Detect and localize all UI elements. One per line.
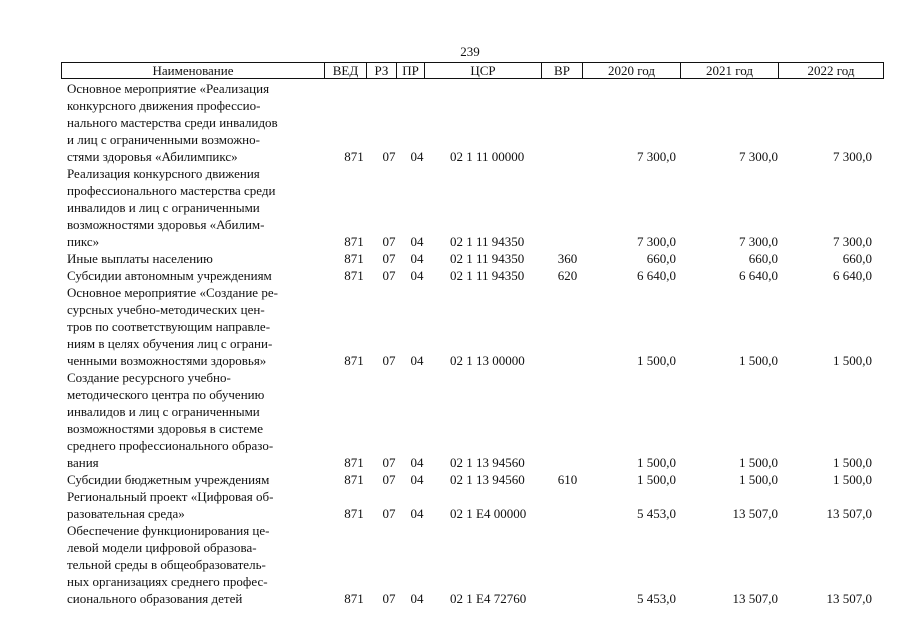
row-ved: 871	[344, 353, 364, 368]
row-value-2021: 6 640,0	[739, 268, 778, 283]
table-header	[61, 62, 884, 79]
row-value-2020: 1 500,0	[637, 353, 676, 368]
row-ved: 871	[344, 234, 364, 249]
table-row	[67, 471, 892, 488]
row-value-2021: 1 500,0	[739, 472, 778, 487]
row-value-2020: 5 453,0	[637, 506, 676, 521]
row-value-2022: 7 300,0	[833, 149, 872, 164]
row-name-line: Иные выплаты населению	[67, 251, 213, 266]
row-name-line: возможностями здоровья в системе	[67, 421, 264, 436]
row-vr: 610	[557, 472, 578, 487]
table-row	[67, 488, 892, 522]
row-ved: 871	[344, 591, 364, 606]
row-name-line: Основное мероприятие «Создание ре-	[67, 285, 278, 300]
table-row	[67, 250, 892, 267]
row-value-2022: 1 500,0	[833, 353, 872, 368]
row-csr: 02 1 13 94560	[450, 455, 525, 470]
row-name-line: стями здоровья «Абилимпикс»	[67, 149, 238, 164]
row-value-2021: 7 300,0	[739, 234, 778, 249]
row-name-line: Реализация конкурсного движения	[67, 166, 260, 181]
row-name-line: тельной среды в общеобразователь-	[67, 557, 266, 572]
row-name	[67, 488, 324, 522]
column-header-2022: 2022 год	[807, 63, 855, 78]
row-value-2020: 1 500,0	[637, 455, 676, 470]
row-pr: 04	[410, 149, 424, 164]
row-rz: 07	[382, 506, 396, 521]
row-name	[67, 522, 324, 607]
row-value-2022: 7 300,0	[833, 234, 872, 249]
column-header-pr: ПР	[397, 63, 425, 78]
row-name	[67, 250, 324, 267]
row-name-line: тров по соответствующим направле-	[67, 319, 271, 334]
row-name-line: среднего профессионального образо-	[67, 438, 274, 453]
table-body	[67, 80, 892, 607]
row-name-line: конкурсного движения профессио-	[67, 98, 261, 113]
row-name	[67, 369, 324, 471]
row-value-2022: 1 500,0	[833, 472, 872, 487]
row-pr: 04	[410, 455, 424, 470]
row-name-line: Субсидии бюджетным учреждениям	[67, 472, 270, 487]
row-value-2020: 1 500,0	[637, 472, 676, 487]
row-name-line: Обеспечение функционирования це-	[67, 523, 270, 538]
row-name-line: инвалидов и лиц с ограниченными	[67, 404, 260, 419]
row-rz: 07	[382, 268, 396, 283]
row-name	[67, 267, 324, 284]
row-name-line: нального мастерства среди инвалидов	[67, 115, 278, 130]
row-name-line: инвалидов и лиц с ограниченными	[67, 200, 260, 215]
table-row	[67, 267, 892, 284]
row-rz: 07	[382, 234, 396, 249]
row-pr: 04	[410, 591, 424, 606]
row-ved: 871	[344, 268, 364, 283]
row-value-2022: 1 500,0	[833, 455, 872, 470]
row-name-line: ных организациях среднего профес-	[67, 574, 268, 589]
row-value-2021: 1 500,0	[739, 353, 778, 368]
row-value-2022: 13 507,0	[826, 506, 872, 521]
row-value-2021: 13 507,0	[732, 506, 778, 521]
row-value-2020: 7 300,0	[637, 149, 676, 164]
column-header-ved: ВЕД	[325, 63, 367, 78]
row-rz: 07	[382, 472, 396, 487]
column-header-vr: ВР	[542, 63, 583, 78]
row-ved: 871	[344, 251, 364, 266]
row-name-line: профессионального мастерства среди	[67, 183, 276, 198]
row-value-2020: 660,0	[646, 251, 676, 266]
row-name	[67, 284, 324, 369]
row-rz: 07	[382, 455, 396, 470]
row-name-line: сурсных учебно-методических цен-	[67, 302, 265, 317]
row-value-2022: 660,0	[842, 251, 872, 266]
row-csr: 02 1 13 94560	[450, 472, 525, 487]
row-ved: 871	[344, 472, 364, 487]
row-csr: 02 1 13 00000	[450, 353, 525, 368]
row-pr: 04	[410, 234, 424, 249]
row-name-line: и лиц с ограниченными возможно-	[67, 132, 260, 147]
row-name-line: ченными возможностями здоровья»	[67, 353, 267, 368]
row-name	[67, 165, 324, 250]
row-vr: 360	[557, 251, 578, 266]
column-header-2021: 2021 год	[681, 63, 779, 78]
row-name-line: вания	[67, 455, 99, 470]
row-pr: 04	[410, 472, 424, 487]
row-ved: 871	[344, 455, 364, 470]
row-value-2022: 6 640,0	[833, 268, 872, 283]
table-row	[67, 165, 892, 250]
row-csr: 02 1 11 94350	[450, 251, 525, 266]
page-number: 239	[460, 44, 480, 59]
column-header-csr: ЦСР	[425, 63, 542, 78]
row-ved: 871	[344, 506, 364, 521]
row-name-line: ниям в целях обучения лиц с ограни-	[67, 336, 273, 351]
row-name-line: разовательная среда»	[67, 506, 185, 521]
row-value-2021: 660,0	[748, 251, 778, 266]
row-pr: 04	[410, 506, 424, 521]
row-csr: 02 1 11 94350	[450, 268, 525, 283]
row-vr: 620	[557, 268, 578, 283]
column-header-rz: РЗ	[367, 63, 397, 78]
row-rz: 07	[382, 149, 396, 164]
row-csr: 02 1 E4 00000	[450, 506, 527, 521]
row-rz: 07	[382, 591, 396, 606]
row-value-2021: 1 500,0	[739, 455, 778, 470]
row-name-line: методического центра по обучению	[67, 387, 265, 402]
table-row	[67, 522, 892, 607]
row-pr: 04	[410, 251, 424, 266]
row-name-line: Создание ресурсного учебно-	[67, 370, 231, 385]
row-value-2022: 13 507,0	[826, 591, 872, 606]
row-name-line: Основное мероприятие «Реализация	[67, 81, 270, 96]
row-ved: 871	[344, 149, 364, 164]
column-header-2020: 2020 год	[583, 63, 681, 78]
row-rz: 07	[382, 353, 396, 368]
table-row	[67, 284, 892, 369]
row-name-line: Субсидии автономным учреждениям	[67, 268, 272, 283]
row-name-line: Региональный проект «Цифровая об-	[67, 489, 274, 504]
row-value-2021: 7 300,0	[739, 149, 778, 164]
row-pr: 04	[410, 353, 424, 368]
row-name	[67, 471, 324, 488]
row-name-line: пикс»	[67, 234, 100, 249]
row-name	[67, 80, 324, 165]
row-rz: 07	[382, 251, 396, 266]
row-csr: 02 1 11 00000	[450, 149, 525, 164]
row-csr: 02 1 11 94350	[450, 234, 525, 249]
row-value-2020: 5 453,0	[637, 591, 676, 606]
table-row	[67, 80, 892, 165]
row-csr: 02 1 E4 72760	[450, 591, 527, 606]
row-name-line: левой модели цифровой образова-	[67, 540, 257, 555]
column-header-name: Наименование	[62, 63, 325, 78]
row-pr: 04	[410, 268, 424, 283]
row-value-2020: 6 640,0	[637, 268, 676, 283]
row-name-line: сионального образования детей	[67, 591, 243, 606]
table-row	[67, 369, 892, 471]
row-value-2020: 7 300,0	[637, 234, 676, 249]
row-name-line: возможностями здоровья «Абилим-	[67, 217, 265, 232]
row-value-2021: 13 507,0	[732, 591, 778, 606]
